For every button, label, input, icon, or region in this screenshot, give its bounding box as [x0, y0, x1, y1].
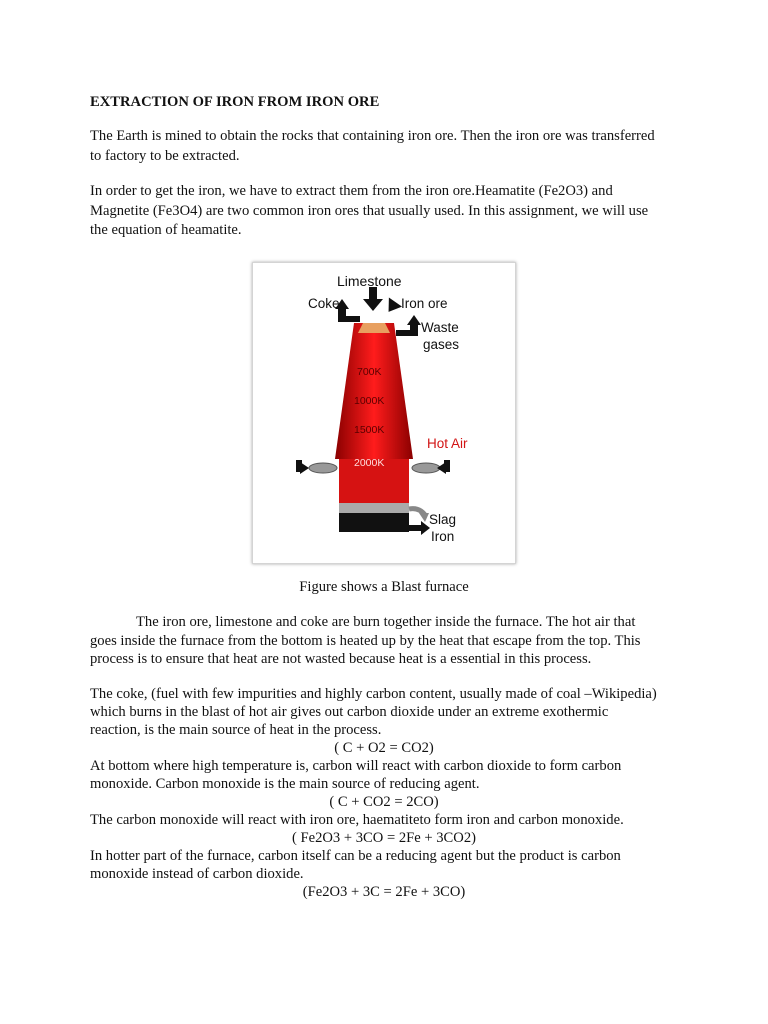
label-iron-ore: Iron ore — [401, 296, 448, 311]
paragraph-2-line-1: In order to get the iron, we have to extract them from the iron ore.Heamatite (Fe2O3) and — [90, 183, 613, 199]
equation-4: (Fe2O3 + 3C = 2Fe + 3CO) — [302, 884, 466, 900]
hot-air-arrow-right-icon — [437, 460, 450, 474]
paragraph-4-line-2: which burns in the blast of hot air gives out carbon dioxide under an extreme exothermic — [90, 704, 609, 720]
blast-furnace-diagram — [253, 263, 515, 563]
paragraph-2-line-3: the equation of heamatite. — [90, 222, 242, 238]
label-slag: Slag — [429, 512, 457, 527]
paragraph-1-line-1: The Earth is mined to obtain the rocks that containing iron ore. Then the iron ore was transferred — [90, 128, 655, 144]
furnace-shaft — [335, 323, 413, 459]
iron-ore-arrow-icon — [382, 297, 402, 316]
label-1000k: 1000K — [354, 395, 385, 407]
equation-1: ( C + O2 = CO2) — [334, 740, 434, 756]
slag-arrow-icon — [409, 509, 429, 522]
label-hot-air: Hot Air — [427, 436, 468, 451]
paragraph-5-line-1: At bottom where high temperature is, carbon will react with carbon dioxide to form carbon — [90, 758, 622, 774]
label-waste: Waste — [421, 320, 459, 335]
equation-3: ( Fe2O3 + 3CO = 2Fe + 3CO2) — [291, 830, 476, 846]
figure-caption: Figure shows a Blast furnace — [299, 579, 469, 595]
label-gases: gases — [423, 337, 460, 352]
limestone-arrow-icon — [363, 287, 383, 311]
paragraph-3-line-3: process is to ensure that heat are not wasted because heat is a essential in this process. — [90, 651, 592, 667]
label-700k: 700K — [357, 366, 382, 378]
label-limestone: Limestone — [337, 273, 402, 289]
paragraph-2-line-2: Magnetite (Fe3O4) are two common iron ores that usually used. In this assignment, we will use — [90, 203, 649, 219]
tuyere-right — [412, 463, 440, 473]
paragraph-5-line-2: monoxide. Carbon monoxide is the main source of reducing agent. — [90, 776, 480, 792]
label-iron: Iron — [431, 529, 455, 544]
paragraph-3-line-2: goes inside the furnace from the bottom is heated up by the heat that escape from the top. This — [90, 633, 641, 649]
label-2000k: 2000K — [354, 457, 385, 469]
hot-air-arrow-left-icon — [296, 460, 309, 474]
paragraph-3-line-1: The iron ore, limestone and coke are burn together inside the furnace. The hot air that — [136, 614, 636, 630]
paragraph-4-line-1: The coke, (fuel with few impurities and highly carbon content, usually made of coal –Wikipedia) — [90, 686, 657, 702]
paragraph-7-line-2: monoxide instead of carbon dioxide. — [90, 866, 304, 882]
iron-arrow-icon — [409, 521, 430, 535]
paragraph-1-line-2: to factory to be extracted. — [90, 148, 240, 164]
paragraph-6: The carbon monoxide will react with iron ore, haematiteto form iron and carbon monoxide. — [90, 812, 624, 828]
paragraph-7-line-1: In hotter part of the furnace, carbon itself can be a reducing agent but the product is carbon — [90, 848, 621, 864]
document-heading: EXTRACTION OF IRON FROM IRON ORE — [90, 94, 380, 110]
waste-gases-arrow-icon — [396, 315, 421, 336]
blast-furnace-figure — [252, 262, 516, 564]
paragraph-4-line-3: reaction, is the main source of heat in the process. — [90, 722, 382, 738]
label-coke: Coke — [308, 296, 340, 311]
label-1500k: 1500K — [354, 424, 385, 436]
tuyere-left — [309, 463, 337, 473]
equation-2: ( C + CO2 = 2CO) — [329, 794, 439, 810]
